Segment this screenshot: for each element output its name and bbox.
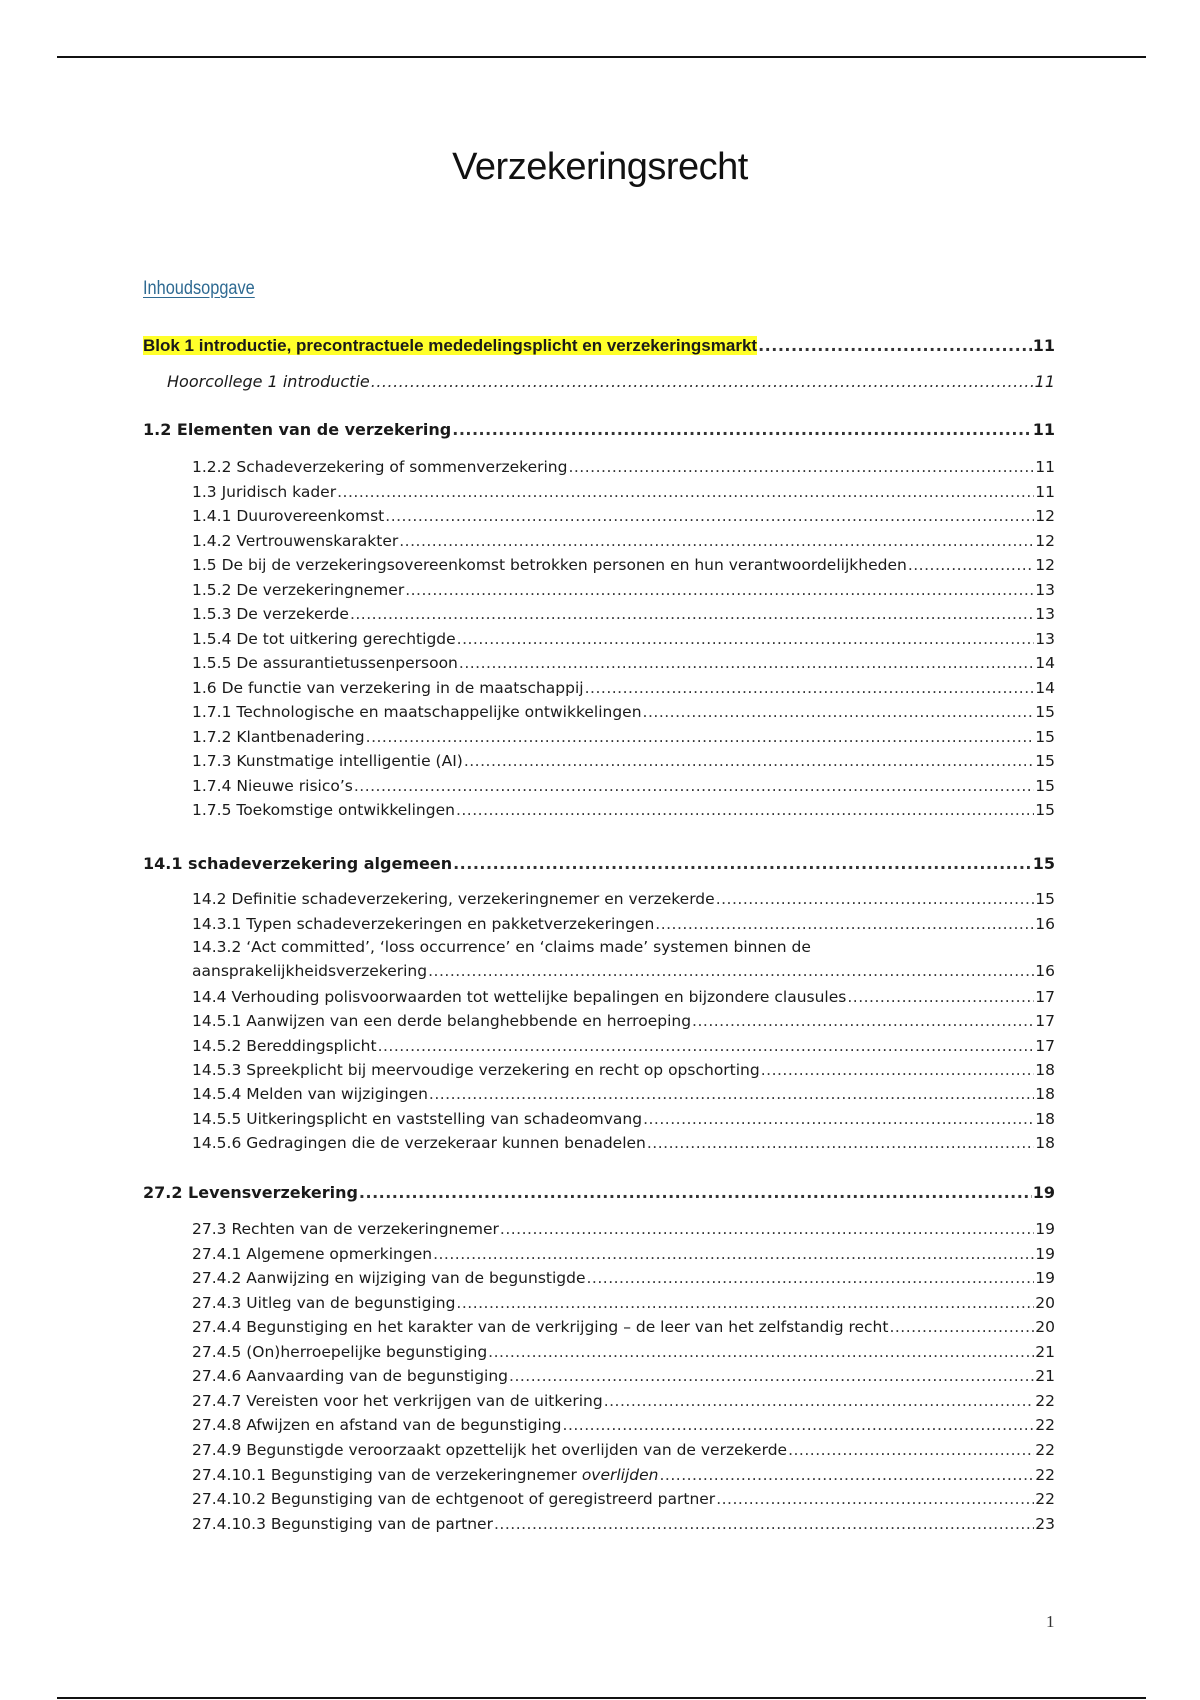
toc-entry-page: 22 (1035, 1391, 1055, 1410)
toc-entry-label: 1.2 Elementen van de verzekering (143, 420, 452, 439)
dot-leader (350, 603, 1034, 625)
top-rule (57, 56, 1146, 58)
toc-entry[interactable] (192, 1390, 1055, 1412)
dot-leader (500, 1218, 1034, 1240)
dot-leader (655, 913, 1034, 935)
dot-leader (456, 1292, 1034, 1314)
toc-entry[interactable] (192, 554, 1055, 576)
toc-entry-page: 14 (1035, 654, 1055, 672)
toc-entry-page: 19 (1035, 1220, 1055, 1238)
toc-entry[interactable] (192, 750, 1055, 772)
dot-leader (453, 853, 1032, 875)
dot-leader (889, 1316, 1034, 1338)
toc-entry-label: 1.5.4 De tot uitkering gerechtigde (192, 629, 456, 648)
toc-entry-page: 22 (1035, 1490, 1055, 1508)
toc-entry-label: 1.7.2 Klantbenadering (192, 727, 365, 746)
dot-leader (354, 775, 1034, 797)
toc-entry-label: 14.5.6 Gedragingen die de verzekeraar kunnen benadelen (192, 1133, 646, 1152)
toc-entry-page: 11 (1034, 372, 1055, 391)
dot-leader (459, 652, 1034, 674)
toc-entry-page: 13 (1035, 580, 1055, 599)
toc-entry-page: 15 (1035, 752, 1055, 770)
dot-leader (488, 1341, 1034, 1363)
toc-entry[interactable] (192, 1365, 1055, 1387)
dot-leader (452, 419, 1032, 441)
toc-entry-label: 27.4.1 Algemene opmerkingen (192, 1244, 433, 1263)
toc-entry[interactable] (192, 986, 1055, 1008)
toc-entry-page: 17 (1035, 988, 1055, 1006)
toc-entry-label: 1.7.5 Toekomstige ontwikkelingen (192, 801, 455, 819)
toc-entry[interactable] (192, 888, 1055, 910)
toc-entry[interactable] (192, 1132, 1055, 1154)
page-number: 1 (1046, 1612, 1055, 1631)
dot-leader (660, 1464, 1035, 1486)
dot-leader (405, 579, 1034, 601)
highlighted-text: Blok 1 introductie, precontractuele mededelingsplicht en verzekeringsmarkt (143, 336, 758, 355)
dot-leader (456, 799, 1034, 821)
dot-leader (761, 1059, 1035, 1081)
toc-entry-block-1[interactable] (143, 335, 1055, 357)
toc-entry-page: 12 (1035, 556, 1055, 574)
dot-leader (428, 960, 1034, 982)
toc-entry-page: 17 (1035, 1036, 1055, 1055)
toc-entry[interactable] (192, 1108, 1055, 1130)
toc-entry-page: 22 (1035, 1466, 1055, 1484)
toc-entry-page: 15 (1035, 776, 1055, 795)
toc-entry-label-italic: overlijden (581, 1466, 659, 1484)
toc-entry-section-14-1[interactable] (143, 853, 1055, 875)
toc-entry-label: 14.1 schadeverzekering algemeen (143, 854, 453, 873)
toc-entry[interactable] (192, 1414, 1055, 1436)
toc-entry[interactable] (192, 652, 1055, 674)
dot-leader (378, 1035, 1035, 1057)
toc-entry-label: 14.5.2 Bereddingsplicht (192, 1036, 377, 1055)
bottom-rule (57, 1697, 1146, 1699)
dot-leader (716, 888, 1035, 910)
toc-entry-label: 27.3 Rechten van de verzekeringnemer (192, 1220, 499, 1238)
toc-entry-label: 14.3.1 Typen schadeverzekeringen en pakketverzekeringen (192, 914, 655, 933)
dot-leader (494, 1513, 1034, 1535)
toc-entry-page: 21 (1035, 1367, 1055, 1385)
toc-entry-label (143, 335, 757, 357)
dot-leader (647, 1132, 1034, 1154)
dot-leader (359, 1182, 1032, 1204)
toc-entry[interactable] (192, 1439, 1055, 1461)
dot-leader (908, 554, 1034, 576)
toc-entry[interactable] (192, 1083, 1055, 1105)
toc-entry-page: 17 (1035, 1012, 1055, 1031)
dot-leader (788, 1439, 1034, 1461)
dot-leader (429, 1083, 1034, 1105)
toc-entry[interactable] (192, 579, 1055, 601)
toc-entry[interactable] (192, 799, 1055, 821)
toc-entry-page: 19 (1032, 1183, 1055, 1202)
toc-entry-page: 21 (1035, 1342, 1055, 1361)
dot-leader (643, 1108, 1034, 1130)
toc-heading[interactable]: Inhoudsopgave (143, 278, 255, 299)
toc-entry-wrapped-line1[interactable]: 14.3.2 ‘Act committed’, ‘loss occurrence’ en ‘claims made’ systemen binnen de (192, 938, 811, 956)
toc-entry-page: 15 (1035, 727, 1055, 746)
toc-entry-page: 18 (1035, 1109, 1055, 1128)
dot-leader (366, 726, 1035, 748)
toc-entry-page: 18 (1035, 1133, 1055, 1152)
dot-leader (692, 1010, 1034, 1032)
dot-leader (604, 1390, 1035, 1412)
toc-entry-page: 22 (1035, 1440, 1055, 1459)
dot-leader (563, 1414, 1035, 1436)
toc-entry[interactable] (192, 1035, 1055, 1057)
toc-entry-page: 15 (1035, 890, 1055, 908)
toc-entry-label: 27.4.9 Begunstigde veroorzaakt opzettelijk het overlijden van de verzekerde (192, 1440, 788, 1459)
dot-leader (758, 335, 1032, 357)
toc-entry-section-1-2[interactable] (143, 419, 1055, 441)
toc-entry-lecture-1[interactable] (167, 371, 1055, 393)
toc-entry[interactable] (192, 628, 1055, 650)
toc-entry-label: 27.2 Levensverzekering (143, 1183, 358, 1202)
toc-entry[interactable] (192, 1316, 1055, 1338)
toc-entry-page: 14 (1035, 678, 1055, 697)
toc-entry-label: 27.4.8 Afwijzen en afstand van de begunstiging (192, 1416, 562, 1434)
toc-entry[interactable] (192, 530, 1055, 552)
toc-entry-page: 19 (1035, 1269, 1055, 1287)
toc-entry-label: 1.5 De bij de verzekeringsovereenkomst betrokken personen en hun verantwoordelijkheden (192, 556, 907, 574)
toc-entry[interactable] (192, 701, 1055, 723)
toc-entry-label: 27.4.7 Vereisten voor het verkrijgen van de uitkering (192, 1391, 603, 1410)
toc-entry[interactable] (192, 456, 1055, 478)
toc-entry-label: 1.7.3 Kunstmatige intelligentie (AI) (192, 752, 463, 770)
toc-entry-page: 11 (1035, 458, 1055, 476)
toc-entry-page: 16 (1035, 962, 1055, 980)
toc-entry-label: 27.4.2 Aanwijzing en wijziging van de begunstigde (192, 1269, 586, 1287)
toc-entry-label: 14.2 Definitie schadeverzekering, verzekeringnemer en verzekerde (192, 890, 715, 908)
toc-entry-label: 14.4 Verhouding polisvoorwaarden tot wettelijke bepalingen en bijzondere clausules (192, 988, 847, 1006)
toc-entry-label: 27.4.6 Aanvaarding van de begunstiging (192, 1367, 509, 1385)
toc-entry-page: 18 (1035, 1060, 1055, 1079)
toc-entry-page: 20 (1035, 1318, 1055, 1336)
toc-entry-label: 14.5.5 Uitkeringsplicht en vaststelling van schadeomvang (192, 1109, 643, 1128)
toc-entry[interactable] (192, 1267, 1055, 1289)
dot-leader (385, 505, 1034, 527)
dot-leader (716, 1488, 1034, 1510)
toc-entry-section-27-2[interactable] (143, 1182, 1055, 1204)
dot-leader (457, 628, 1035, 650)
toc-entry-label (192, 1464, 659, 1486)
toc-entry-label: 27.4.4 Begunstiging en het karakter van de verkrijging – de leer van het zelfstandig recht (192, 1318, 889, 1336)
toc-entry-label: 14.5.4 Melden van wijzigingen (192, 1085, 428, 1104)
toc-entry-page: 15 (1035, 801, 1055, 819)
toc-entry[interactable] (192, 1513, 1055, 1535)
toc-entry[interactable] (192, 677, 1055, 699)
toc-entry-page: 12 (1035, 507, 1055, 525)
toc-entry-label: 27.4.10.3 Begunstiging van de partner (192, 1515, 493, 1533)
toc-entry-wrapped-line2[interactable] (192, 960, 1055, 982)
dot-leader (337, 481, 1034, 503)
toc-entry[interactable] (192, 1010, 1055, 1032)
toc-entry-label: 27.4.5 (On)herroepelijke begunstiging (192, 1342, 488, 1361)
toc-entry-page: 13 (1035, 629, 1055, 648)
toc-entry-label: 27.4.10.2 Begunstiging van de echtgenoot of geregistreerd partner (192, 1490, 716, 1508)
toc-entry-page: 19 (1035, 1244, 1055, 1263)
toc-entry-page: 15 (1035, 703, 1055, 721)
toc-entry-label: 1.6 De functie van verzekering in de maatschappij (192, 678, 584, 697)
toc-entry[interactable] (192, 1292, 1055, 1314)
toc-entry[interactable] (192, 775, 1055, 797)
dot-leader (847, 986, 1034, 1008)
toc-entry-label: Hoorcollege 1 introductie (167, 372, 370, 391)
toc-entry[interactable] (192, 913, 1055, 935)
dot-leader (433, 1243, 1034, 1265)
toc-entry-label: 1.3 Juridisch kader (192, 482, 337, 501)
toc-entry[interactable] (192, 481, 1055, 503)
toc-entry-label: 1.4.1 Duurovereenkomst (192, 507, 385, 525)
toc-entry-label: 27.4.3 Uitleg van de begunstiging (192, 1293, 456, 1312)
toc-entry-label: 1.5.5 De assurantietussenpersoon (192, 654, 458, 672)
toc-entry-page: 18 (1035, 1085, 1055, 1104)
toc-entry-page: 12 (1035, 531, 1055, 550)
dot-leader (587, 1267, 1035, 1289)
dot-leader (585, 677, 1035, 699)
toc-entry-label: 1.5.2 De verzekeringnemer (192, 580, 405, 599)
toc-entry-label: aansprakelijkheidsverzekering (192, 962, 428, 980)
toc-entry-27-4-10-1[interactable] (192, 1464, 1055, 1486)
dot-leader (509, 1365, 1034, 1387)
toc-entry[interactable] (192, 1059, 1055, 1081)
toc-entry[interactable] (192, 603, 1055, 625)
toc-entry[interactable] (192, 1341, 1055, 1363)
toc-entry[interactable] (192, 505, 1055, 527)
toc-entry[interactable] (192, 1488, 1055, 1510)
toc-entry-page: 22 (1035, 1416, 1055, 1434)
toc-entry-label: 1.5.3 De verzekerde (192, 605, 349, 623)
toc-entry-page: 15 (1032, 854, 1055, 873)
toc-entry-page: 16 (1035, 914, 1055, 933)
toc-entry-page: 23 (1035, 1515, 1055, 1533)
toc-entry-label: 14.5.3 Spreekplicht bij meervoudige verzekering en recht op opschorting (192, 1060, 760, 1079)
dot-leader (399, 530, 1034, 552)
dot-leader (464, 750, 1034, 772)
toc-entry[interactable] (192, 1218, 1055, 1240)
toc-entry-label: 1.4.2 Vertrouwenskarakter (192, 531, 399, 550)
toc-entry[interactable] (192, 1243, 1055, 1265)
dot-leader (371, 371, 1034, 393)
toc-entry-label: 14.5.1 Aanwijzen van een derde belanghebbende en herroeping (192, 1012, 692, 1031)
dot-leader (568, 456, 1034, 478)
toc-entry-page: 11 (1035, 482, 1055, 501)
toc-entry-page: 11 (1032, 336, 1055, 355)
toc-entry-label-text: 27.4.10.1 Begunstiging van de verzekeringnemer (192, 1466, 582, 1484)
toc-entry[interactable] (192, 726, 1055, 748)
document-title: Verzekeringsrecht (452, 146, 748, 188)
toc-entry-label: 1.2.2 Schadeverzekering of sommenverzekering (192, 458, 568, 476)
toc-entry-page: 11 (1032, 420, 1055, 439)
toc-entry-label: 1.7.1 Technologische en maatschappelijke ontwikkelingen (192, 703, 642, 721)
toc-entry-page: 13 (1035, 605, 1055, 623)
dot-leader (643, 701, 1035, 723)
toc-entry-label: 1.7.4 Nieuwe risico’s (192, 776, 353, 795)
toc-entry-page: 20 (1035, 1293, 1055, 1312)
